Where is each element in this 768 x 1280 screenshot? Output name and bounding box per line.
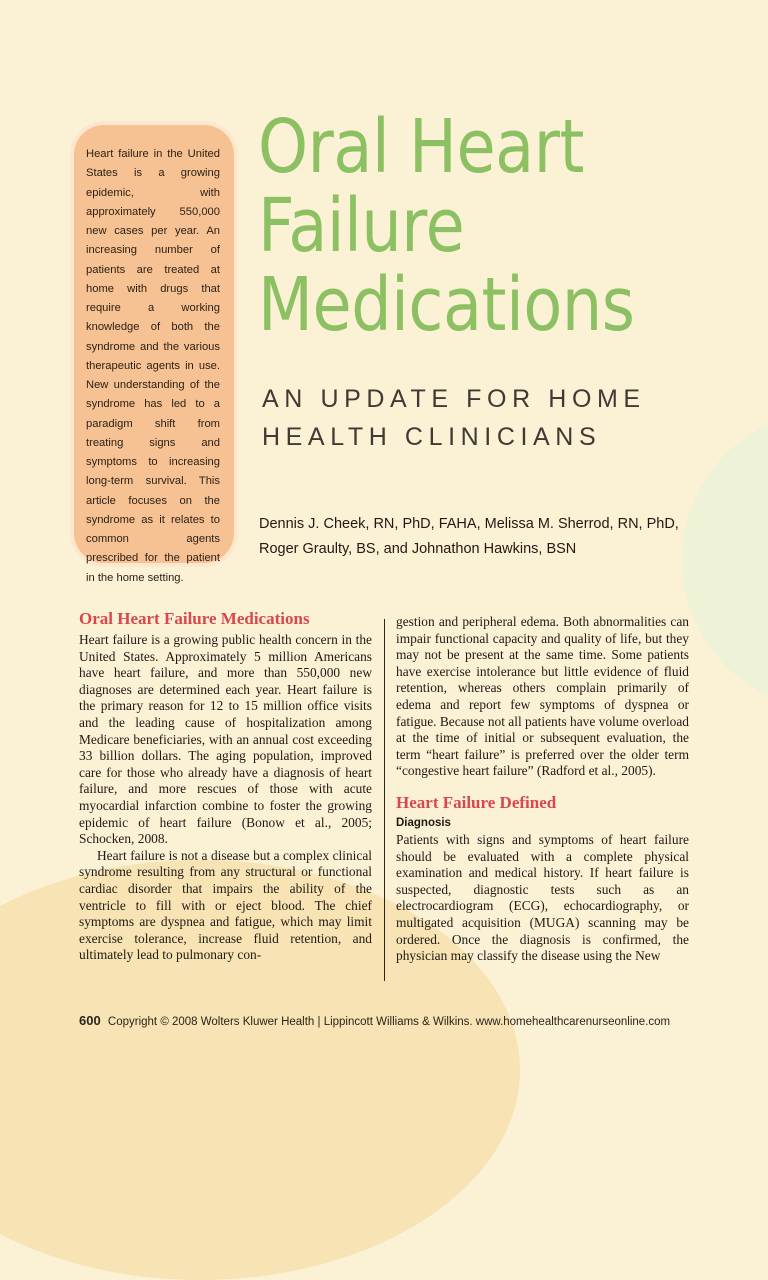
left-column: [79, 608, 372, 964]
article-title: [258, 104, 671, 348]
author-line: Dennis J. Cheek, RN, PhD, FAHA, Melissa M. Sherrod, RN, PhD,: [259, 516, 679, 532]
column-divider: [384, 619, 385, 981]
author-line: Roger Graulty, BS, and Johnathon Hawkins, BSN: [259, 541, 577, 557]
abstract-box: [70, 121, 238, 584]
title-line: Medications: [258, 262, 635, 348]
page-number: 600: [79, 1013, 101, 1028]
body-paragraph: Patients with signs and symptoms of heart failure should be evaluated with a complete physical examination and medical history. If heart failure is suspected, diagnostic tests such as an electrocardiogram (ECG), echocardiography, or multigated acquisition (MUGA) scanning may be ordered. Once the diagnosis is confirmed, the physician may classify the disease using the New: [396, 831, 689, 964]
page-footer: [79, 1014, 729, 1029]
title-line: Oral Heart: [258, 104, 584, 190]
footer-text: Copyright © 2008 Wolters Kluwer Health | Lippincott Williams & Wilkins. www.homehealthcarenurseonline.com: [107, 1016, 671, 1028]
body-paragraph: Heart failure is a growing public health concern in the United States. Approximately 5 million Americans have heart failure, and more than 550,000 new diagnoses are determined each year. Heart failure is the primary reason for 12 to 15 million office visits and the leading cause of hospitalization among Medicare beneficiaries, with an annual cost exceeding 33 billion dollars. The aging population, improved care for those who already have a diagnosis of heart failure, and more rescues of those with acute myocardial infarction combine to foster the growing epidemic of heart failure (Bonow et al., 2005; Schocken, 2008.: [79, 632, 372, 847]
body-paragraph: gestion and peripheral edema. Both abnormalities can impair functional capacity and quality of life, but they may not be present at the same time. Some patients have exercise intolerance but little evidence of fluid retention, whereas others complain primarily of edema and report few symptoms of dyspnea or fatigue. Because not all patients have volume overload at the time of initial or subsequent evaluation, the term “heart failure” is preferred over the older term “congestive heart failure” (Radford et al., 2005).: [396, 614, 690, 779]
article-subtitle: [262, 380, 732, 456]
subtitle-line: HEALTH CLINICIANS: [262, 423, 602, 451]
right-column: [396, 614, 689, 965]
subsection-heading: Diagnosis: [396, 816, 451, 829]
title-line: Failure: [258, 183, 465, 269]
abstract-text: Heart failure in the United States is a growing epidemic, with approximately 550,000 new cases per year. An increasing number of patients are treated at home with drugs that require a working knowledge of both the syndrome and the various therapeutic agents in use. New understanding of the syndrome has led to a paradigm shift from treating signs and symptoms to increasing long-term survival. This article focuses on the syndrome as it relates to common agents prescribed for the patient in the home setting.: [86, 148, 220, 584]
section-heading: Oral Heart Failure Medications: [79, 609, 310, 628]
body-paragraph: Heart failure is not a disease but a complex clinical syndrome resulting from any structural or functional cardiac disorder that impairs the ability of the ventricle to fill with or eject blood. The chief symptoms are dyspnea and fatigue, which may limit exercise tolerance, increase fluid retention, and ultimately lead to pulmonary con-: [79, 847, 372, 963]
author-list: [259, 512, 729, 562]
subtitle-line: AN UPDATE FOR HOME: [262, 385, 646, 413]
section-heading: Heart Failure Defined: [396, 792, 557, 812]
